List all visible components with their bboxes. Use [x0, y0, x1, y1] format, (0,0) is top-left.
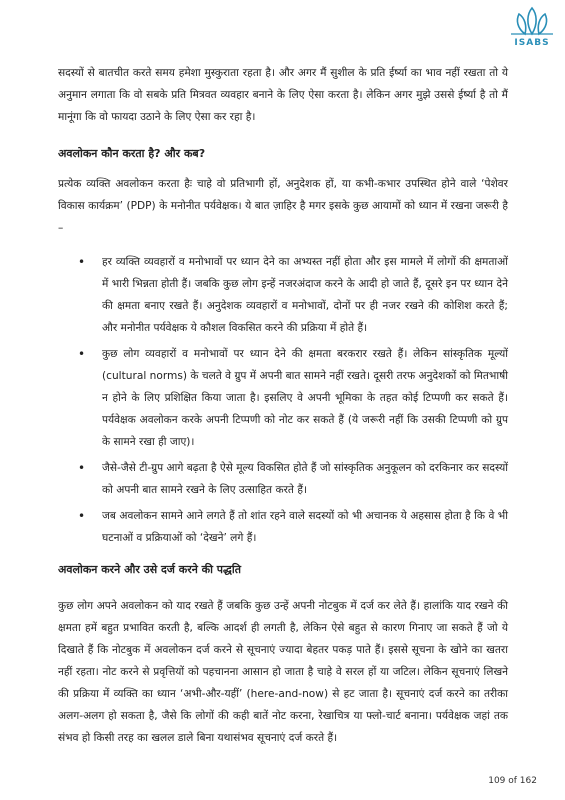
bullet-list — [58, 251, 508, 549]
paragraph-intro: सदस्यों से बातचीत करते समय हमेशा मुस्कुराता रहता है। और अगर मैं सुशील के प्रति ईर्ष्या का भाव नहीं रखता तो ये अनुमान लगाता कि वो सबके प्रति मित्रवत व्यवहार बनाने के लिए ऐसा करता है। लेकिन अगर मुझे उससे ईर्ष्या है तो मैं मानूंगा कि वो फायदा उठाने के लिए ऐसा कर रहा है। — [58, 67, 508, 123]
bullet-icon: • — [78, 461, 86, 475]
list-item — [80, 251, 508, 339]
page-content — [58, 62, 508, 749]
list-item — [80, 505, 508, 549]
list-item-text: जब अवलोकन सामने आने लगते हैं तो शांत रहने वाले सदस्यों को भी अचानक ये अहसास होता है कि वे भी घटनाओं व प्रक्रियाओं को ‘देखने’ लगे हैं। — [102, 510, 508, 544]
list-item-text: जैसे-जैसे टी-ग्रुप आगे बढ़ता है ऐसे मूल्य विकसित होते हैं जो सांस्कृतिक अनुकूलन को दरकिनार कर सदस्यों को अपनी बात सामने रखने के लिए उत्साहित करते हैं। — [102, 462, 508, 496]
list-item-text: कुछ लोग व्यवहारों व मनोभावों पर ध्यान देने की क्षमता बरकरार रखते हैं। लेकिन सांस्कृतिक मूल्यों (cultural norms) के चलते वे ग्रुप में अपनी बात सामने नहीं रखते। दूसरी तरफ अनुदेशकों को मितभाषी न होने के लिए प्रशिक्षित किया जाता है। इसलिए वे अपनी भूमिका के तहत कोई टिप्पणी कर सकते हैं। पर्यवेक्षक अवलोकन करके अपनी टिप्पणी को नोट कर सकते हैं (ये जरूरी नहीं कि उसकी टिप्पणी को ग्रुप के सामने रखा ही जाए)। — [102, 348, 508, 448]
paragraph-who-observes: प्रत्येक व्यक्ति अवलोकन करता हैः चाहे वो प्रतिभागी हों, अनुदेशक हों, या कभी-कभार उपस्थित होने वाले ‘पेशेवर विकास कार्यक्रम’ (PDP) के मनोनीत पर्यवेक्षक। ये बात ज़ाहिर है मगर इसके कुछ आयामों को ध्यान में रखना जरूरी है – — [58, 178, 508, 234]
section-heading-who-when: अवलोकन कौन करता है? और कब? — [58, 147, 206, 160]
bullet-icon: • — [78, 509, 86, 523]
paragraph-method: कुछ लोग अपने अवलोकन को याद रखते हैं जबकि कुछ उन्हें अपनी नोटबुक में दर्ज कर लेते हैं। हालांकि याद रखने की क्षमता हमें बहुत प्रभावित करती है, बल्कि आदर्श ही लगती है, लेकिन ऐसे बहुत से कारण गिनाए जा सकते हैं जो ये दिखाते हैं कि नोटबुक में अवलोकन दर्ज करने से सूचनाएं ज्यादा बेहतर पकड़ पाते हैं। इससे सूचना के खोने का खतरा नहीं रहता। नोट करने से प्रवृत्तियों को पहचानना आसान हो जाता है चाहे वे सरल हों या जटिल। लेकिन सूचनाएं लिखने की प्रक्रिया में व्यक्ति का ध्यान ‘अभी-और-यहीं’ (here-and-now) से हट जाता है। सूचनाएं दर्ज करने का तरीका अलग-अलग हो सकता है, जैसे कि लोगों की कही बातें नोट करना, रेखाचित्र या फ्लो-चार्ट बनाना। पर्यवेक्षक जहां तक संभव हो किसी तरह का खलल डाले बिना यथासंभव सूचनाएं दर्ज करते हैं। — [58, 600, 508, 744]
isabs-logo — [507, 6, 557, 52]
lotus-icon — [507, 6, 557, 38]
section-heading-method: अवलोकन करने और उसे दर्ज करने की पद्धति — [58, 563, 241, 576]
logo-text: ISABS — [514, 38, 550, 48]
page-number: 109 of 162 — [488, 776, 537, 786]
bullet-icon: • — [78, 347, 86, 361]
list-item — [80, 457, 508, 501]
list-item-text: हर व्यक्ति व्यवहारों व मनोभावों पर ध्यान देने का अभ्यस्त नहीं होता और इस मामले में लोगों की क्षमताओं में भारी भिन्नता होती हैं। जबकि कुछ लोग इन्हें नजरअंदाज करने के आदी हो जाते हैं, दूसरे इन पर ध्यान देने की क्षमता बनाए रखते हैं। अनुदेशक व्यवहारों व मनोभावों, दोनों पर ही नजर रखने की कोशिश करते हैं; और मनोनीत पर्यवेक्षक ये कौशल विकसित करने की प्रक्रिया में होते हैं। — [102, 256, 508, 334]
bullet-icon: • — [78, 255, 86, 269]
list-item — [80, 343, 508, 453]
